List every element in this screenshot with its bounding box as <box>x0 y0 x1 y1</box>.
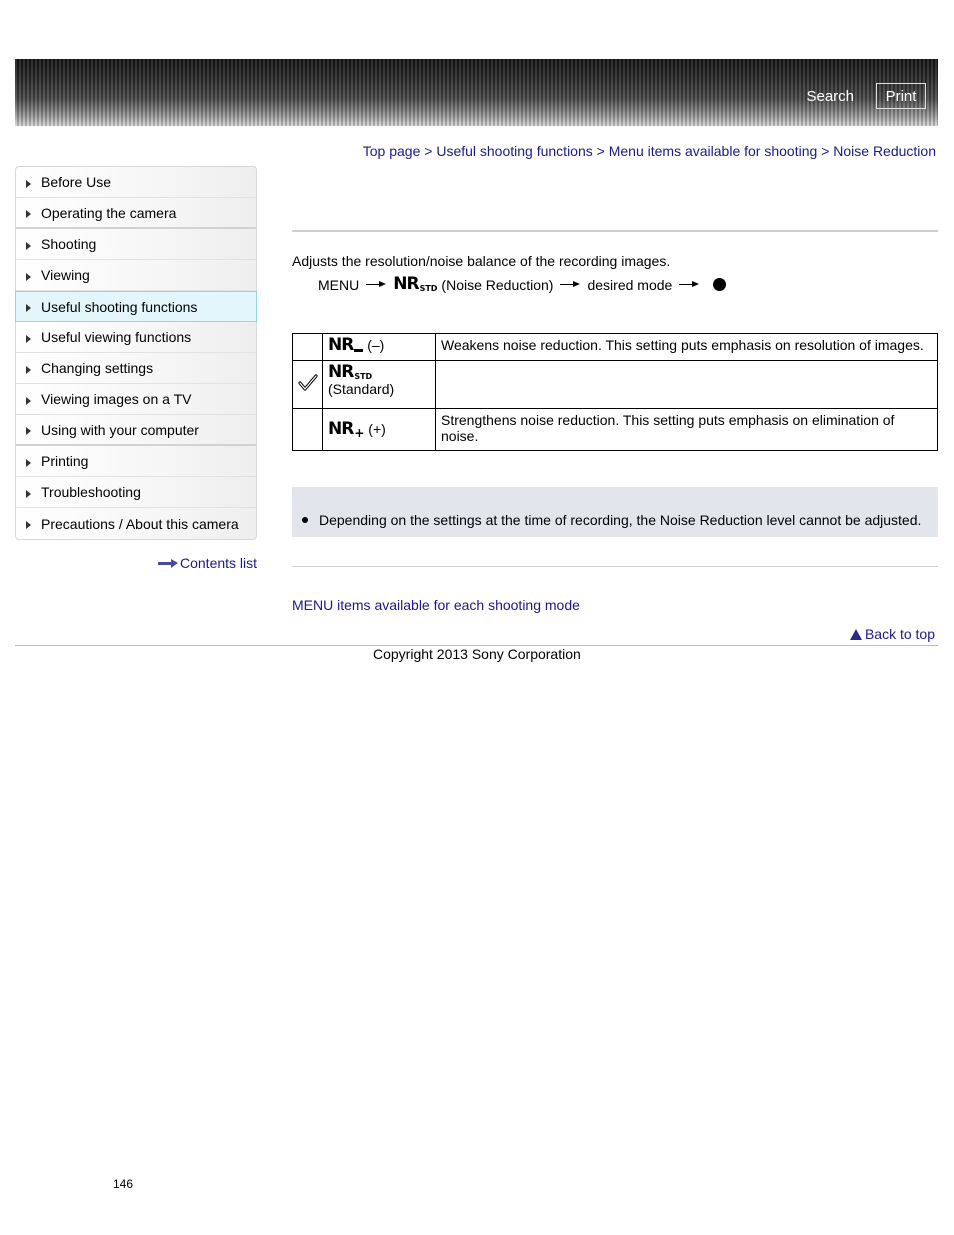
breadcrumb-menu-items-shooting[interactable]: Menu items available for shooting <box>608 143 818 159</box>
default-check-cell <box>293 409 323 451</box>
breadcrumb-top-page[interactable]: Top page <box>362 143 421 159</box>
desired-mode-label: desired mode <box>587 276 673 293</box>
contents-list-link[interactable] <box>158 555 257 571</box>
triangle-right-icon <box>26 210 31 218</box>
arrow-right-icon <box>158 558 178 568</box>
page-description: Adjusts the resolution/noise balance of the recording images. <box>292 253 671 269</box>
sidebar-item-operating-the-camera[interactable] <box>16 198 256 229</box>
default-check-cell <box>293 334 323 361</box>
sidebar-item-useful-shooting-functions[interactable] <box>15 291 257 322</box>
center-button-dot-icon <box>713 278 726 291</box>
sidebar-item-label: Viewing images on a TV <box>41 391 192 407</box>
menu-item-label: (Noise Reduction) <box>441 276 554 293</box>
mode-description <box>436 361 938 409</box>
triangle-right-icon <box>26 242 31 250</box>
breadcrumb <box>363 143 936 159</box>
back-to-top-label: Back to top <box>864 626 935 642</box>
header-bar <box>15 59 938 126</box>
mode-label: (–) <box>367 337 385 353</box>
noise-reduction-plus-icon: NR + <box>328 419 365 440</box>
copyright: Copyright 2013 Sony Corporation <box>373 646 581 662</box>
checkmark-icon <box>298 374 318 392</box>
arrow-right-icon <box>679 281 699 289</box>
triangle-right-icon <box>26 180 31 188</box>
triangle-right-icon <box>26 273 31 281</box>
sidebar-item-shooting[interactable] <box>16 229 256 260</box>
triangle-right-icon <box>26 427 31 435</box>
triangle-right-icon <box>26 397 31 405</box>
sidebar-item-label: Changing settings <box>41 360 154 376</box>
triangle-right-icon <box>26 459 31 467</box>
sidebar-item-label: Viewing <box>41 267 90 283</box>
sidebar-nav <box>15 166 257 540</box>
sidebar-item-useful-viewing-functions[interactable] <box>16 322 256 353</box>
sidebar-item-using-with-computer[interactable] <box>16 415 256 446</box>
mode-cell <box>323 409 436 451</box>
bullet-icon <box>302 517 308 523</box>
sidebar-item-label: Using with your computer <box>41 421 199 438</box>
sidebar-item-label: Before Use <box>41 174 112 190</box>
sidebar-item-precautions[interactable] <box>16 508 256 539</box>
table-row <box>293 334 938 361</box>
sidebar-item-troubleshooting[interactable] <box>16 477 256 508</box>
arrow-right-icon <box>560 281 580 289</box>
triangle-right-icon <box>26 335 31 343</box>
sidebar-item-label: Shooting <box>41 236 97 252</box>
table-row <box>293 361 938 409</box>
triangle-right-icon <box>26 304 31 312</box>
sidebar-item-label: Useful shooting functions <box>41 298 198 315</box>
triangle-right-icon <box>26 521 31 529</box>
mode-label: (+) <box>368 421 386 437</box>
mode-cell <box>323 361 436 409</box>
mode-description: Strengthens noise reduction. This setting puts emphasis on elimination of noise. <box>436 409 938 451</box>
back-to-top-link[interactable] <box>850 626 935 642</box>
breadcrumb-useful-shooting-functions[interactable]: Useful shooting functions <box>436 143 593 159</box>
search-link[interactable]: Search <box>806 88 854 105</box>
sidebar-item-viewing[interactable] <box>16 260 256 291</box>
triangle-right-icon <box>26 366 31 374</box>
mode-label: (Standard) <box>328 381 395 397</box>
title-divider <box>292 230 938 232</box>
noise-reduction-minus-icon: NR <box>328 337 363 354</box>
sidebar-item-label: Operating the camera <box>41 204 177 221</box>
noise-reduction-standard-icon: NR STD <box>393 274 438 294</box>
menu-label: MENU <box>318 276 360 293</box>
arrow-right-icon <box>366 281 386 289</box>
mode-description: Weakens noise reduction. This setting puts emphasis on resolution of images. <box>436 334 938 361</box>
sidebar-item-label: Precautions / About this camera <box>41 515 239 532</box>
mode-cell <box>323 334 436 361</box>
print-button[interactable]: Print <box>876 83 926 109</box>
page-number: 146 <box>113 1177 134 1191</box>
breadcrumb-noise-reduction[interactable]: Noise Reduction <box>833 143 936 159</box>
related-link-menu-items-each-mode[interactable]: MENU items available for each shooting mode <box>292 597 580 613</box>
contents-list-label: Contents list <box>180 555 258 571</box>
table-row <box>293 409 938 451</box>
breadcrumb-separator: > <box>596 143 605 159</box>
sidebar-item-label: Printing <box>41 453 89 469</box>
breadcrumb-separator: > <box>821 143 830 159</box>
sidebar-item-label: Useful viewing functions <box>41 329 192 345</box>
sidebar-item-before-use[interactable] <box>16 167 256 198</box>
default-check-cell <box>293 361 323 409</box>
noise-reduction-modes-table <box>292 333 938 451</box>
note-box <box>292 487 938 537</box>
section-divider <box>292 566 938 567</box>
sidebar-item-label: Troubleshooting <box>41 484 141 500</box>
noise-reduction-standard-icon: NR STD <box>328 362 373 382</box>
triangle-up-icon <box>850 629 862 640</box>
note-text: Depending on the settings at the time of recording, the Noise Reduction level cannot be adjusted. <box>319 512 922 528</box>
sidebar-item-viewing-images-on-tv[interactable] <box>16 384 256 415</box>
sidebar-item-printing[interactable] <box>16 446 256 477</box>
breadcrumb-separator: > <box>424 143 433 159</box>
triangle-right-icon <box>26 490 31 498</box>
menu-path <box>318 276 726 293</box>
sidebar-item-changing-settings[interactable] <box>16 353 256 384</box>
